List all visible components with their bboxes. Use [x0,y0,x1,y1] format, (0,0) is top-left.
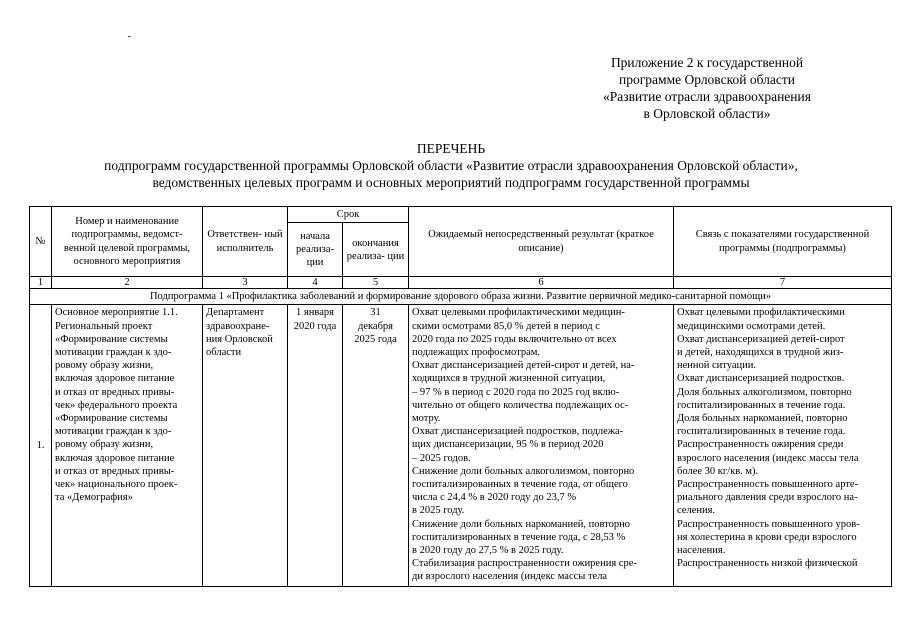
header-num: № [30,207,52,277]
link-line: Доля больных наркоманией, повторно [677,413,848,425]
result-line: ходящихся в трудной жизненной ситуации, [412,373,606,385]
name-line: и отказ от вредных привы- [55,465,175,477]
result-line: щих диспансеризации, 95 % в период 2020 [412,439,604,451]
column-number: 4 [288,277,343,289]
link-line: взрослого населения (индекс массы тела [677,452,859,464]
link-line: Охват диспансеризацией детей-сирот [677,333,845,345]
header-term: Срок [288,207,409,223]
result-line: в 2020 году до 27,5 % в 2025 году. [412,545,564,557]
link-line: ненной ситуации. [677,360,756,372]
link-line: ня холестерина в крови среди взрослого [677,531,857,543]
column-number: 7 [674,277,892,289]
name-line: Основное мероприятие 1.1. [55,307,178,319]
name-line: чек» федерального проекта [55,399,178,411]
name-line: ровому образу жизни, [55,439,154,451]
name-line: «Формирование системы [55,333,168,345]
document-title: ПЕРЕЧЕНЬ [416,141,486,156]
end-line: декабря [357,320,394,332]
row-name [52,305,203,587]
link-line: более 30 кг/кв. м). [677,465,759,477]
row-start-date [288,305,343,587]
result-line: госпитализированных в течение года, от общего [412,479,628,491]
executor-line: здравоохране- [206,320,270,332]
column-number: 2 [52,277,203,289]
link-line: Распространенность ожирения среди [677,439,844,451]
header-link: Связь с показателями государственной программы (подпрограммы) [674,207,892,277]
column-number: 1 [30,277,52,289]
column-number: 5 [343,277,409,289]
column-number: 6 [409,277,674,289]
annex-heading [572,54,842,122]
result-line: ди взрослого населения (индекс массы тела [412,571,608,583]
programs-table [29,206,892,587]
subtitle-line: подпрограмм государственной программы Орловской области «Развитие отрасли здравоохранения Орловской области», [104,158,798,173]
name-line: мотивации граждан к здо- [55,426,172,438]
result-line: Охват диспансеризацией подростков, подлежа- [412,426,624,438]
result-line: Охват диспансеризацией детей-сирот и детей, на- [412,360,635,372]
executor-line: области [206,347,242,359]
name-line: та «Демография» [55,492,133,504]
column-number: 3 [203,277,288,289]
link-line: госпитализированных в течение года. [677,426,846,438]
result-line: Снижение доли больных алкоголизмом, повторно [412,465,635,477]
link-line: Охват целевыми профилактическими [677,307,845,319]
name-line: «Формирование системы [55,413,168,425]
link-line: Доля больных алкоголизмом, повторно [677,386,852,398]
end-line: 31 [370,307,381,319]
result-line: – 97 % в период с 2020 года по 2025 год вклю- [412,386,620,398]
name-line: включая здоровое питание [55,452,175,464]
name-line: ровому образу жизни, [55,360,154,372]
link-line: селения. [677,505,716,517]
result-line: госпитализированных в течение года, с 28,53 % [412,531,626,543]
annex-line: Приложение 2 к государственной [610,55,804,70]
link-line: медицинскими осмотрами детей. [677,320,826,332]
name-line: мотивации граждан к здо- [55,347,172,359]
name-line: включая здоровое питание [55,373,175,385]
executor-line: Департамент [206,307,265,319]
header-end: окончания реализа- ции [343,223,409,277]
result-line: чительно от общего количества подлежащих ос- [412,399,629,411]
link-line: Распространенность повышенного арте- [677,479,859,491]
result-line: Охват целевыми профилактическими медицин- [412,307,625,319]
result-line: мотру. [412,413,441,425]
subtitle-line: ведомственных целевых программ и основных мероприятий подпрограмм государственной программы [152,175,750,190]
annex-line: в Орловской области» [643,106,771,121]
document-subtitle [0,157,902,191]
result-line: подлежащих профосмотрам. [412,347,541,359]
name-line: Региональный проект [55,320,153,332]
row-number: 1. [30,305,52,587]
link-line: населения. [677,545,726,557]
start-line: 1 января [296,307,334,319]
header-start: начала реализа- ции [288,223,343,277]
result-line: числа с 24,4 % в 2020 году до 23,7 % [412,492,577,504]
link-line: Распространенность повышенного уров- [677,518,860,530]
header-executor: Ответствен- ный исполнитель [203,207,288,277]
row-expected-result [409,305,674,587]
result-line: – 2025 годов. [412,452,471,464]
subprogram-section-title: Подпрограмма 1 «Профилактика заболеваний и формирование здорового образа жизни. Развитие первичной медико-санитарной помощи» [30,289,892,305]
scan-speck [128,36,131,37]
row-end-date [343,305,409,587]
result-line: Стабилизация распространенности ожирения сре- [412,558,637,570]
result-line: в 2025 году. [412,505,465,517]
header-name: Номер и наименование подпрограммы, ведомст- венной целевой программы, основного мероприятия [52,207,203,277]
name-line: чек» национального проек- [55,479,178,491]
name-line: и отказ от вредных привы- [55,386,175,398]
link-line: Распространенность низкой физической [677,558,858,570]
link-line: Охват диспансеризацией подростков. [677,373,845,385]
result-line: скими осмотрами 85,0 % детей в период с [412,320,600,332]
executor-line: ния Орловской [206,333,273,345]
start-line: 2020 года [293,320,337,332]
header-result: Ожидаемый непосредственный результат (краткое описание) [409,207,674,277]
row-indicator-link [674,305,892,587]
link-line: риального давления среди взрослого на- [677,492,858,504]
annex-line: «Развитие отрасли здравоохранения [603,89,811,104]
link-line: госпитализированных в течение года. [677,399,846,411]
annex-line: программе Орловской области [619,72,795,87]
result-line: Снижение доли больных наркоманией, повторно [412,518,631,530]
result-line: 2020 года по 2025 годы включительно от всех [412,333,617,345]
row-executor [203,305,288,587]
link-line: и детей, находящихся в трудной жиз- [677,347,844,359]
end-line: 2025 года [354,333,397,345]
